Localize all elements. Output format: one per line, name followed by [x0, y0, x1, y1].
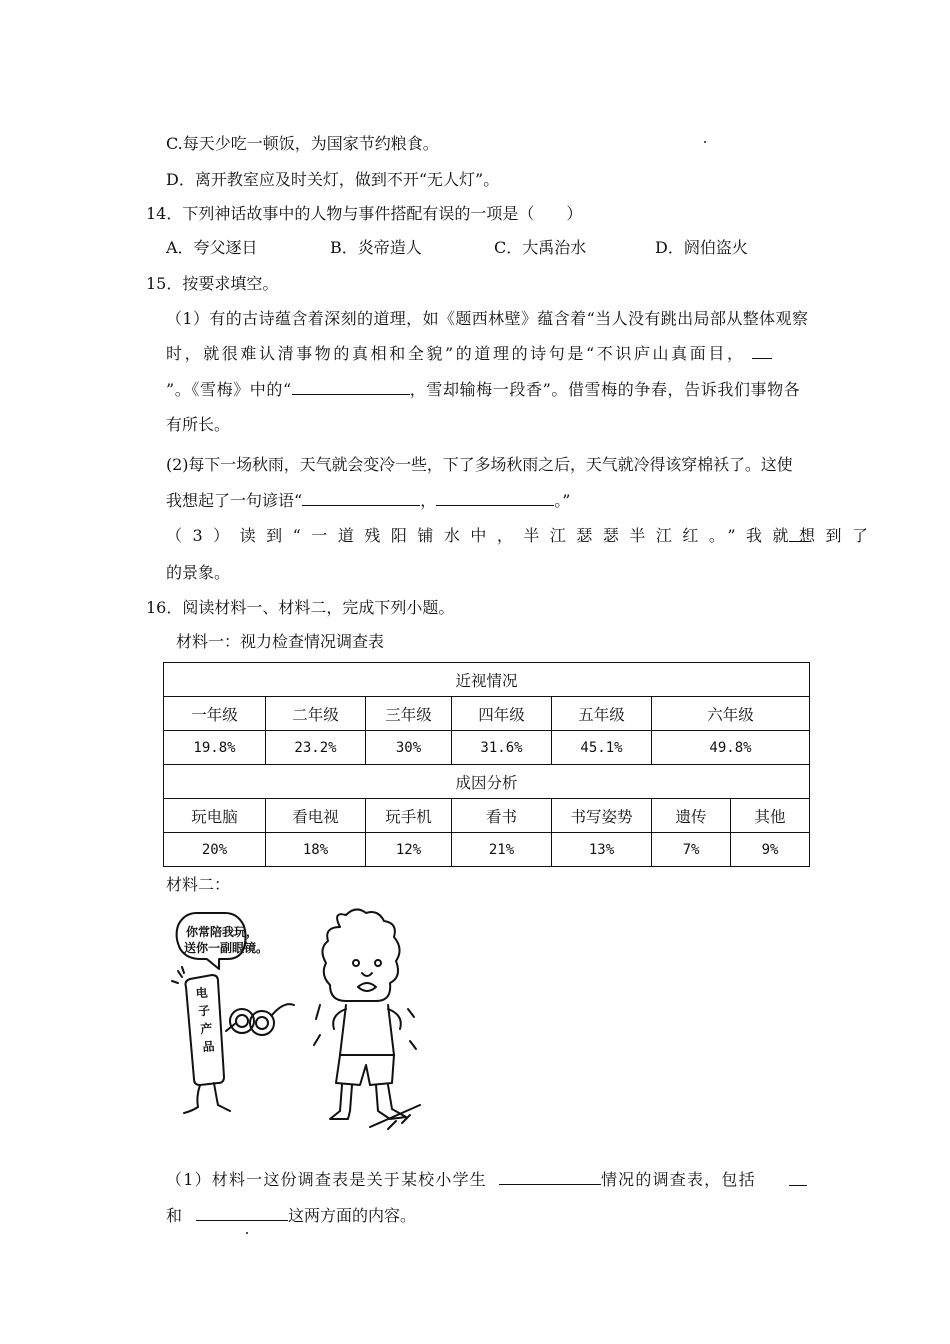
table-cell: 30% — [366, 731, 452, 765]
q14-option-c[interactable]: C．大禹治水 — [494, 238, 587, 257]
table-cell: 遗传 — [652, 799, 731, 833]
boy-figure — [314, 909, 420, 1129]
table-cell: 7% — [652, 833, 731, 867]
table-cell: 18% — [266, 833, 366, 867]
q15-p3-line1: （3）读到“一道残阳铺水中，半江瑟瑟半江红。”我就想到了 — [166, 526, 879, 545]
q15-p2-line2 — [166, 490, 570, 512]
table-cell: 9% — [731, 833, 810, 867]
table-row-causes — [164, 799, 810, 833]
q16-blank-1[interactable] — [499, 1170, 601, 1185]
q15-p1-line4: 有所长。 — [166, 415, 231, 434]
scan-speck — [246, 1232, 248, 1234]
q14-option-b[interactable]: B．炎帝造人 — [330, 238, 422, 257]
q16-stem: 16．阅读材料一、材料二，完成下列小题。 — [146, 598, 455, 617]
q15-p1-line2-text: 时，就很难认清事物的真相和全貌”的道理的诗句是“不识庐山真面目， — [166, 344, 746, 363]
table-row-rates — [164, 731, 810, 765]
table-cell: 19.8% — [164, 731, 266, 765]
q13-option-d: D．离开教室应及时关灯，做到不开“无人灯”。 — [166, 170, 500, 189]
table-section-causes: 成因分析 — [164, 765, 810, 799]
phone-label-char: 产 — [199, 1021, 213, 1037]
q15-p1-line3-b: ，雪却输梅一段香”。借雪梅的争春，告诉我们事物各 — [409, 380, 801, 399]
table-cell: 五年级 — [552, 697, 652, 731]
q14-option-d[interactable]: D．阏伯盗火 — [655, 238, 748, 257]
comic-illustration — [170, 905, 430, 1130]
table-cell: 书写姿势 — [552, 799, 652, 833]
table-cell: 其他 — [731, 799, 810, 833]
q15-stem: 15．按要求填空。 — [146, 274, 279, 293]
q15-p3-line2: 的景象。 — [166, 563, 231, 582]
table-cell: 20% — [164, 833, 266, 867]
q15-p2-line1: (2)每下一场秋雨，天气就会变冷一些，下了多场秋雨之后，天气就冷得该穿棉袄了。这使 — [166, 455, 793, 474]
q16-sub1-line2 — [166, 1205, 416, 1227]
table-cell: 31.6% — [452, 731, 552, 765]
q16-sub1-line1 — [166, 1169, 756, 1191]
q15-blank-2[interactable] — [292, 380, 410, 395]
table-cell: 四年级 — [452, 697, 552, 731]
q16-sub1-line2-a: 和 — [166, 1206, 183, 1225]
table-row-cause-rates — [164, 833, 810, 867]
table-cell: 一年级 — [164, 697, 266, 731]
q15-p1-line2 — [166, 343, 772, 365]
vision-survey-table — [163, 662, 810, 867]
phone-label-char: 电 — [195, 985, 209, 1001]
material1-title: 材料一：视力检查情况调查表 — [176, 632, 385, 651]
phone-label-char: 子 — [197, 1003, 211, 1019]
material2-title: 材料二： — [166, 875, 231, 894]
table-section-myopia: 近视情况 — [164, 663, 810, 697]
scan-speck — [704, 141, 706, 143]
table-cell: 二年级 — [266, 697, 366, 731]
q14-stem: 14．下列神话故事中的人物与事件搭配有误的一项是（ ） — [146, 204, 583, 223]
q15-p2-line2-c: 。” — [554, 491, 571, 510]
table-cell: 看电视 — [266, 799, 366, 833]
table-cell: 49.8% — [652, 731, 810, 765]
table-cell: 21% — [452, 833, 552, 867]
q15-blank-5[interactable] — [789, 527, 807, 542]
table-cell: 玩电脑 — [164, 799, 266, 833]
table-cell: 三年级 — [366, 697, 452, 731]
q16-sub1-line1-a: （1）材料一这份调查表是关于某校小学生 — [166, 1170, 487, 1189]
q14-option-a[interactable]: A．夸父逐日 — [166, 238, 258, 257]
q15-p2-line2-a: 我想起了一句谚语“ — [166, 491, 303, 510]
q15-blank-3[interactable] — [302, 491, 420, 506]
q16-blank-2[interactable] — [789, 1171, 807, 1186]
q16-sub1-line2-b: 这两方面的内容。 — [288, 1206, 417, 1225]
q15-p2-line2-b: ， — [420, 491, 437, 510]
table-cell: 玩手机 — [366, 799, 452, 833]
q15-blank-1[interactable] — [752, 344, 772, 359]
phone-character — [172, 967, 294, 1113]
table-cell: 12% — [366, 833, 452, 867]
table-cell: 45.1% — [552, 731, 652, 765]
q15-p1-line3-a: ”。《雪梅》中的“ — [166, 380, 292, 399]
speech-text-line1: 你常陪我玩， — [186, 925, 259, 939]
speech-text-line2: 送你一副眼镜。 — [184, 941, 269, 955]
q15-blank-4[interactable] — [436, 491, 554, 506]
q16-blank-3[interactable] — [196, 1206, 288, 1221]
phone-label-char: 品 — [202, 1039, 216, 1055]
q16-sub1-line1-b: 情况的调查表，包括 — [600, 1170, 756, 1189]
table-cell: 13% — [552, 833, 652, 867]
table-cell: 看书 — [452, 799, 552, 833]
q13-option-c: C.每天少吃一顿饭，为国家节约粮食。 — [166, 134, 439, 153]
q15-p1-line1: （1）有的古诗蕴含着深刻的道理，如《题西林壁》蕴含着“当人没有跳出局部从整体观察 — [166, 309, 809, 328]
q15-p1-line3 — [166, 379, 800, 401]
table-cell: 六年级 — [652, 697, 810, 731]
table-row-grades — [164, 697, 810, 731]
table-cell: 23.2% — [266, 731, 366, 765]
